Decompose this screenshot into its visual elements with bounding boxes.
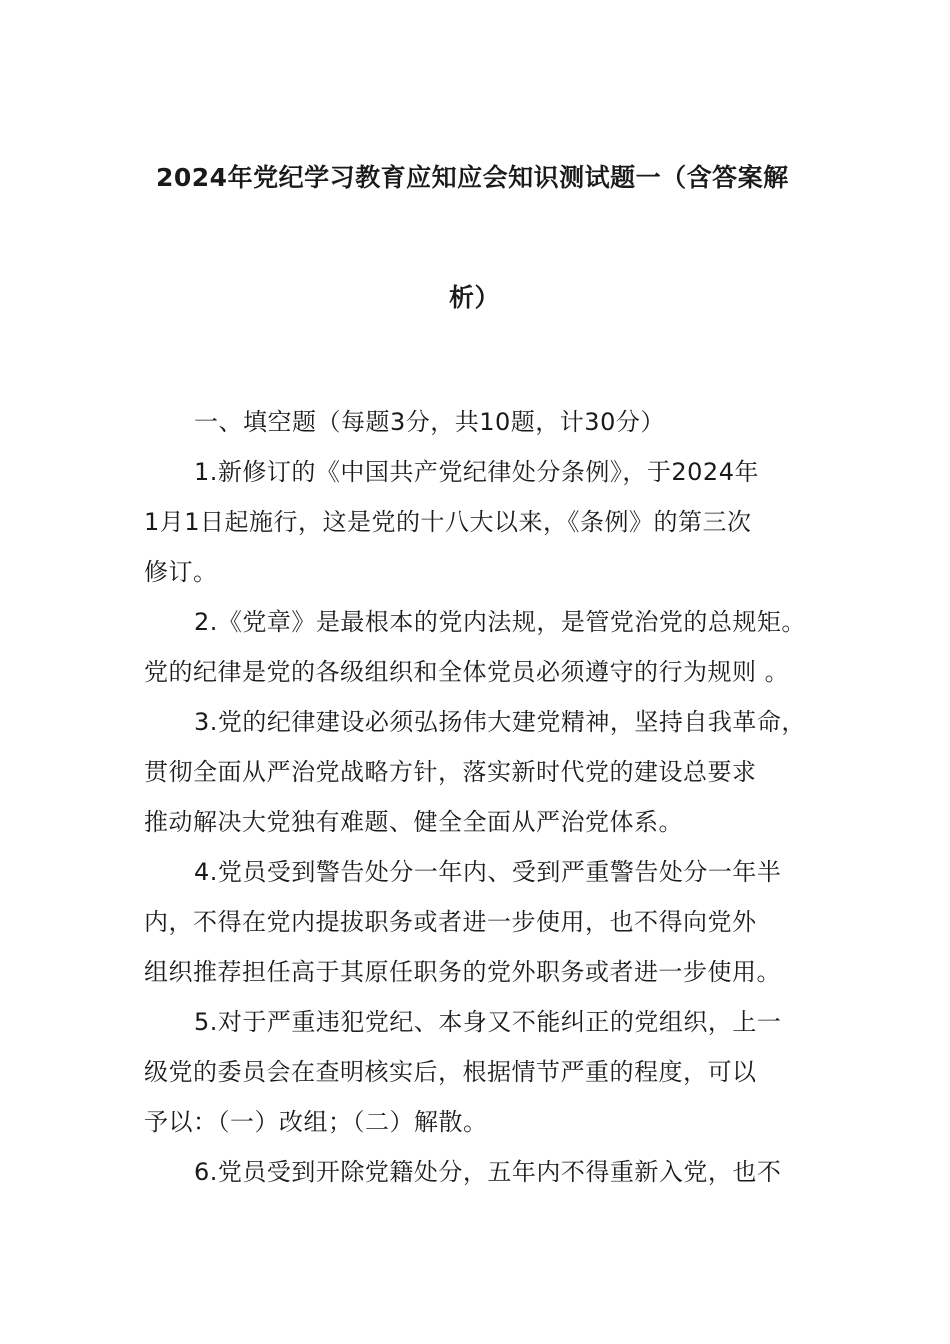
- document-title-line-2: 析）: [449, 283, 501, 312]
- question-4-line-2: 内，不得在党内提拔职务或者进一步使用，也不得向党外: [144, 908, 757, 936]
- question-5-line-3: 予以：（一）改组；（二）解散。: [144, 1108, 488, 1136]
- question-2-line-1: 2.《党章》是最根本的党内法规，是管党治党的总规矩。: [194, 608, 806, 636]
- question-1-line-3: 修订。: [144, 558, 218, 586]
- question-1-line-1: 1.新修订的《中国共产党纪律处分条例》，于2024年: [194, 458, 759, 486]
- question-4-line-1: 4.党员受到警告处分一年内、受到严重警告处分一年半: [194, 858, 782, 886]
- question-2-line-2: 党的纪律是党的各级组织和全体党员必须遵守的行为规则 。: [144, 658, 790, 686]
- question-5-line-1: 5.对于严重违犯党纪、本身又不能纠正的党组织，上一: [194, 1008, 782, 1036]
- question-3-line-3: 推动解决大党独有难题、健全全面从严治党体系。: [144, 808, 683, 836]
- question-1-line-2: 1月1日起施行，这是党的十八大以来，《条例》的第三次: [144, 508, 752, 536]
- question-5-line-2: 级党的委员会在查明核实后，根据情节严重的程度，可以: [144, 1058, 757, 1086]
- question-3-line-2: 贯彻全面从严治党战略方针，落实新时代党的建设总要求: [144, 758, 757, 786]
- question-4-line-3: 组织推荐担任高于其原任职务的党外职务或者进一步使用。: [144, 958, 781, 986]
- question-3-line-1: 3.党的纪律建设必须弘扬伟大建党精神，坚持自我革命，: [194, 708, 806, 736]
- section-heading: 一、填空题（每题3分，共10题，计30分）: [194, 408, 665, 436]
- document-title-line-1: 2024年党纪学习教育应知应会知识测试题一（含答案解: [156, 163, 789, 192]
- question-6-line-1: 6.党员受到开除党籍处分，五年内不得重新入党，也不: [194, 1158, 782, 1186]
